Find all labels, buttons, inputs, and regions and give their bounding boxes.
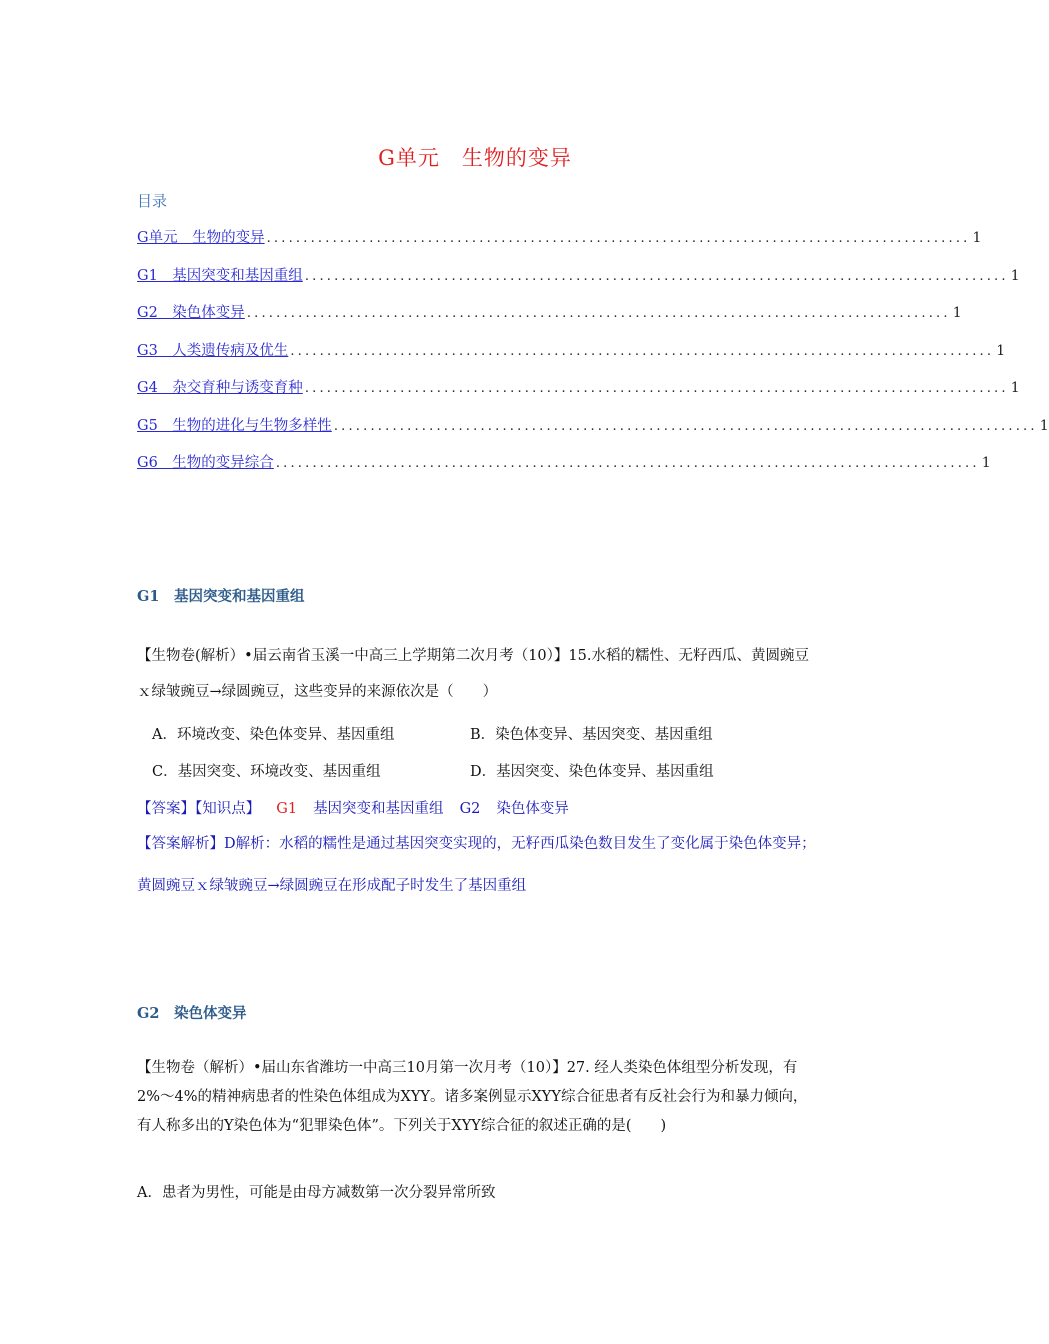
knowledge-point-code: G1 <box>276 801 298 817</box>
toc-entry-g1[interactable] <box>137 264 1020 302</box>
toc-leader-dots: ................................................................................................ <box>246 306 951 321</box>
toc-entry-g6[interactable] <box>137 451 991 489</box>
toc-page-number: 1 <box>1039 417 1049 434</box>
toc-entry-g3[interactable] <box>137 339 1006 377</box>
option-c: C．基因突变、环境改变、基因重组 <box>152 764 381 780</box>
toc-heading: 目录 <box>137 192 168 210</box>
toc-link[interactable]: G6 生物的变异综合 <box>137 455 274 471</box>
knowledge-point-text: 基因突变和基因重组 <box>313 801 444 817</box>
toc-link[interactable]: G单元 生物的变异 <box>137 230 265 246</box>
toc-leader-dots: ................................................................................................ <box>333 418 1038 434</box>
toc-page-number: 1 <box>972 230 982 246</box>
toc-page-number: 1 <box>952 305 962 321</box>
toc-page-number: 1 <box>1010 380 1020 396</box>
toc-entry-g5[interactable] <box>137 414 1049 452</box>
toc-page-number: 1 <box>981 455 991 471</box>
knowledge-point-text: 染色体变异 <box>496 801 569 817</box>
toc-entry-g4[interactable] <box>137 376 1020 414</box>
toc-entry-g2[interactable] <box>137 301 962 339</box>
section-heading-g1: G1 基因突变和基因重组 <box>137 588 305 605</box>
knowledge-point-code: G2 <box>459 801 481 817</box>
question-text-27: 【生物卷（解析）•届山东省潍坊一中高三10月第一次月考（10）】27. 经人类染色体组型分析发现，有2%～4%的精神病患者的性染色体组成为XYY。诸多案例显示XYY综合征患者有反社会行为和暴力倾向，有人称多出的Y染色体为“犯罪染色体”。下列关于XYY综合征的叙述正确的是( ) <box>137 1060 808 1134</box>
toc-leader-dots: ................................................................................................ <box>266 231 971 246</box>
section-heading-g2: G2 染色体变异 <box>137 1005 247 1022</box>
option-a: A．患者为男性，可能是由母方减数第一次分裂异常所致 <box>137 1185 496 1201</box>
page-title: G单元 生物的变异 <box>378 146 572 170</box>
answer-explanation: 【答案解析】D解析：水稻的糯性是通过基因突变实现的，无籽西瓜染色数目发生了变化属于染色体变异；黄圆豌豆ｘ绿皱豌豆→绿圆豌豆在形成配子时发生了基因重组 <box>137 836 816 894</box>
question-text-15: 【生物卷(解析）•届云南省玉溪一中高三上学期第二次月考（10）】15.水稻的糯性、无籽西瓜、黄圆豌豆ｘ绿皱豌豆→绿圆豌豆，这些变异的来源依次是（ ） <box>137 648 809 700</box>
toc-link[interactable]: G3 人类遗传病及优生 <box>137 342 289 359</box>
toc-link[interactable]: G2 染色体变异 <box>137 305 245 321</box>
toc-link[interactable]: G4 杂交育种与诱变育种 <box>137 380 303 396</box>
toc-page-number: 1 <box>996 342 1006 359</box>
options-row-cd <box>152 760 714 781</box>
answer-label: 【答案】【知识点】 <box>137 801 261 817</box>
option-a: A．环境改变、染色体变异、基因重组 <box>152 727 395 743</box>
answer-line <box>137 797 569 818</box>
toc-leader-dots: ................................................................................................ <box>304 381 1009 396</box>
option-d: D．基因突变、染色体变异、基因重组 <box>470 764 714 780</box>
toc-entry-g[interactable] <box>137 226 982 264</box>
toc-link[interactable]: G1 基因突变和基因重组 <box>137 267 303 284</box>
toc-leader-dots: ................................................................................................ <box>275 456 980 471</box>
option-b: B．染色体变异、基因突变、基因重组 <box>470 727 713 743</box>
toc-leader-dots: ................................................................................................ <box>290 343 995 359</box>
toc-link[interactable]: G5 生物的进化与生物多样性 <box>137 417 332 434</box>
toc-leader-dots: ................................................................................................ <box>304 268 1009 284</box>
options-row-ab <box>152 723 713 744</box>
table-of-contents <box>137 226 1049 489</box>
toc-page-number: 1 <box>1010 267 1020 284</box>
